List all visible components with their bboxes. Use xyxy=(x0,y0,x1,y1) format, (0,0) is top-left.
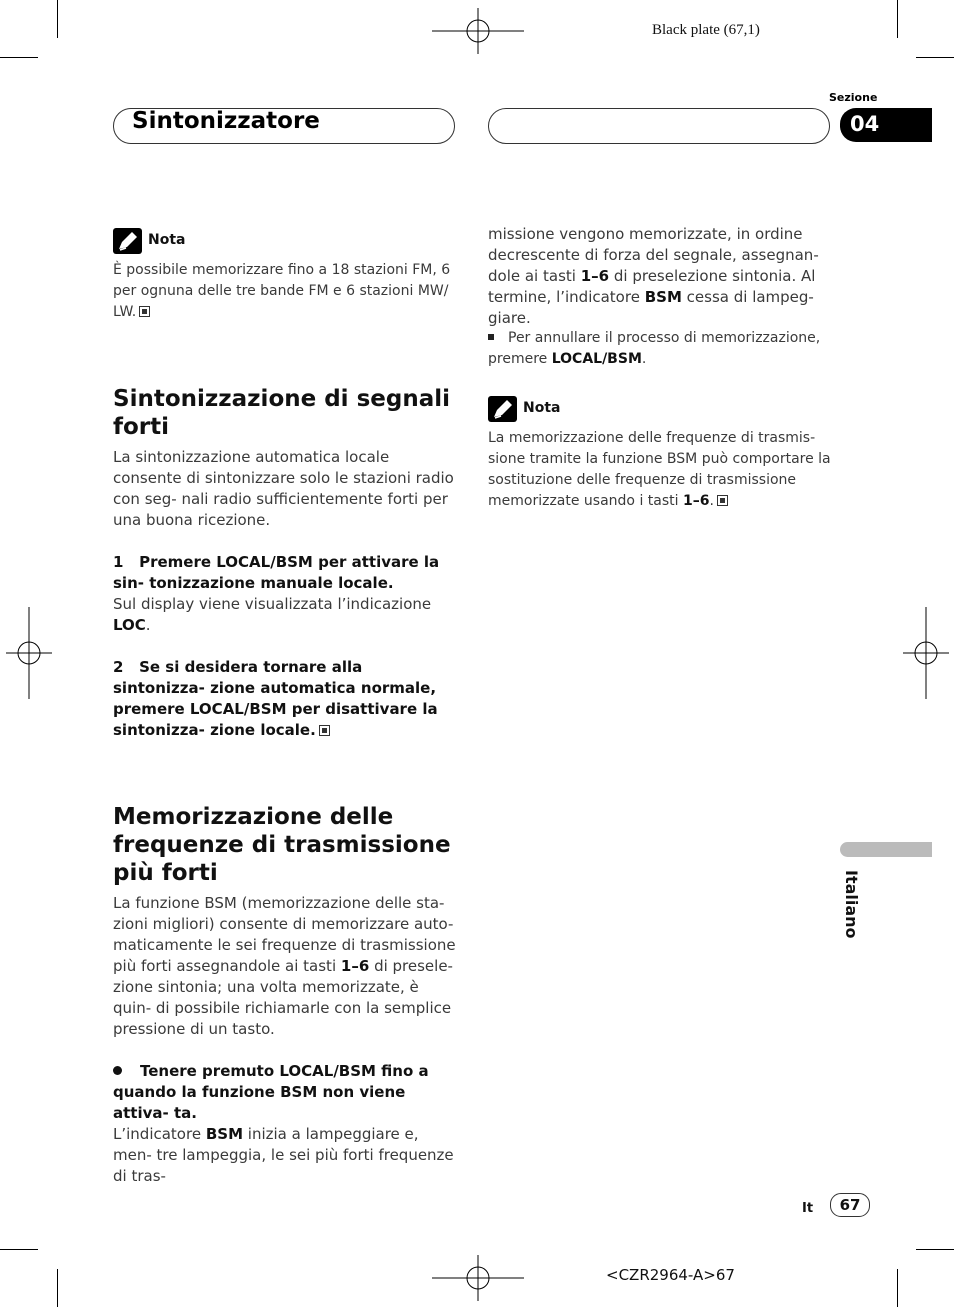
bullet-step-body: L’indicatore BSM inizia a lampeggiare e, men- tre lampeggia, le sei più forti frequenze di tras- xyxy=(113,1125,454,1185)
note-text: La memorizzazione delle frequenze di trasmis- sione tramite la funzione BSM può comportare la sostituzione delle frequenze di trasmissione memorizzate usando i tasti 1–6. xyxy=(488,430,831,509)
crop-mark xyxy=(0,1249,38,1250)
end-mark-icon xyxy=(717,495,728,506)
step-2: 2 Se si desidera tornare alla sintonizza- zione automatica normale, premere LOCAL/BSM per disattivare la sintonizza- zione locale. xyxy=(113,658,438,739)
step-1: 1 Premere LOCAL/BSM per attivare la sin- tonizzazione manuale locale. xyxy=(113,553,440,592)
section-label: Sezione xyxy=(829,91,878,104)
header-blank-frame xyxy=(488,108,830,144)
step-1-body: Sul display viene visualizzata l’indicazione LOC. xyxy=(113,595,432,634)
step-number: 1 xyxy=(113,553,124,571)
cancel-note: Per annullare il processo di memorizzazione, premere LOCAL/BSM. xyxy=(488,330,821,367)
plate-label: Black plate (67,1) xyxy=(652,22,760,38)
footer-language: It xyxy=(802,1201,814,1216)
crop-mark xyxy=(897,1269,898,1307)
registration-mark-icon xyxy=(432,1255,524,1301)
registration-mark-icon xyxy=(903,607,949,699)
registration-mark-icon xyxy=(432,8,524,54)
crop-mark xyxy=(57,1269,58,1307)
section-heading: Memorizzazione delle frequenze di trasmissione più forti xyxy=(113,804,451,886)
crop-mark xyxy=(57,0,58,38)
note-label: Nota xyxy=(148,232,186,248)
crop-mark xyxy=(897,0,898,38)
registration-mark-icon xyxy=(6,607,52,699)
note-label: Nota xyxy=(523,400,561,416)
crop-mark xyxy=(0,57,38,58)
document-code: <CZR2964-A>67 xyxy=(606,1266,735,1284)
note-pen-icon xyxy=(488,396,517,422)
square-bullet-icon xyxy=(488,334,494,340)
section-number: 04 xyxy=(850,112,880,136)
section-intro: La funzione BSM (memorizzazione delle sta- zioni migliori) consente di memorizzare auto- maticamente le sei frequenze di trasmissione più forti assegnandole ai tasti 1–6 di presele- zione sintonia; una volta memorizzate, è quin- di possibile richiamarle con la semplice pressione di un tasto. xyxy=(113,894,456,1038)
section-intro: La sintonizzazione automatica locale consente di sintonizzare solo le stazioni radio con seg- nali radio sufficientemente forti per una buona ricezione. xyxy=(113,448,454,529)
crop-mark xyxy=(916,57,954,58)
end-mark-icon xyxy=(319,725,330,736)
section-heading: Sintonizzazione di segnali forti xyxy=(113,386,450,440)
end-mark-icon xyxy=(139,306,150,317)
page-title: Sintonizzatore xyxy=(132,108,320,134)
bullet-step: Tenere premuto LOCAL/BSM fino a quando la funzione BSM non viene attiva- ta. xyxy=(113,1062,429,1122)
language-tab-bar xyxy=(840,842,932,857)
step-number: 2 xyxy=(113,658,124,676)
note-pen-icon xyxy=(113,228,142,254)
continued-text: missione vengono memorizzate, in ordine decrescente di forza del segnale, assegnan- dole ai tasti 1–6 di preselezione sintonia. Al termine, l’indicatore BSM cessa di lampeg- giare. xyxy=(488,225,819,327)
bullet-icon xyxy=(113,1066,122,1075)
note-text: È possibile memorizzare fino a 18 stazioni FM, 6 per ognuna delle tre bande FM e 6 stazioni MW/ LW. xyxy=(113,262,451,320)
crop-mark xyxy=(916,1249,954,1250)
page-number: 67 xyxy=(830,1193,870,1217)
language-tab-label: Italiano xyxy=(842,870,861,939)
